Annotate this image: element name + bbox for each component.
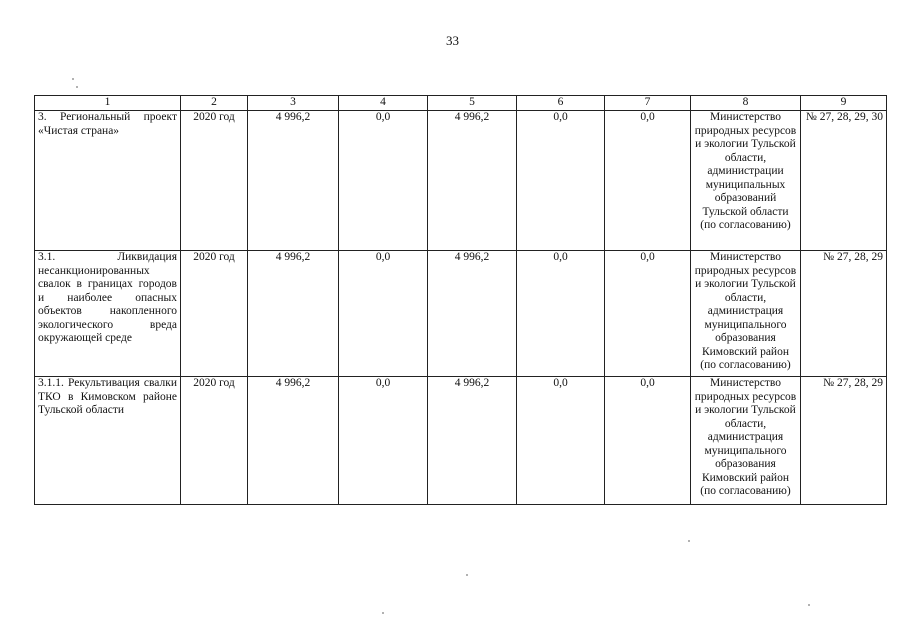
header-row [35, 96, 887, 111]
project-name-cell: 3.1.1. Рекультивация свалки ТКО в Кимовском районе Тульской области [35, 377, 181, 505]
table-row [35, 251, 887, 377]
table-row [35, 377, 887, 505]
value-cell: 4 996,2 [248, 111, 339, 251]
value-cell: 0,0 [605, 111, 691, 251]
column-header: 5 [428, 96, 517, 111]
value-cell: 0,0 [517, 251, 605, 377]
value-cell: 4 996,2 [428, 251, 517, 377]
value-cell: 4 996,2 [248, 251, 339, 377]
value-cell: 0,0 [517, 377, 605, 505]
column-header: 4 [339, 96, 428, 111]
table-row [35, 111, 887, 251]
page-number: 33 [446, 33, 459, 48]
column-header: 6 [517, 96, 605, 111]
value-cell: 0,0 [605, 251, 691, 377]
column-header: 3 [248, 96, 339, 111]
year-cell: 2020 год [181, 251, 248, 377]
scan-speck [382, 612, 384, 614]
column-header: 1 [35, 96, 181, 111]
column-header: 2 [181, 96, 248, 111]
indicator-ref-cell: № 27, 28, 29, 30 [801, 111, 887, 251]
value-cell: 0,0 [517, 111, 605, 251]
scan-speck [808, 604, 810, 606]
scan-speck [72, 78, 74, 80]
column-header: 7 [605, 96, 691, 111]
scan-speck [688, 540, 690, 542]
responsible-org-cell: Министерство природных ресурсов и экологии Тульской области, администрации муниципальных образований Тульской области (по согласованию) [691, 111, 801, 251]
project-name-cell: 3.1. Ликвидация несанкционированных свалок в границах городов и наиболее опасных объектов накопленного экологического вреда окружающей среде [35, 251, 181, 377]
scan-speck [76, 86, 78, 88]
scan-speck [466, 574, 468, 576]
value-cell: 4 996,2 [248, 377, 339, 505]
project-name-cell: 3. Региональный проект «Чистая страна» [35, 111, 181, 251]
responsible-org-cell: Министерство природных ресурсов и экологии Тульской области, администрация муниципального образования Кимовский район (по согласованию) [691, 377, 801, 505]
column-header: 9 [801, 96, 887, 111]
value-cell: 0,0 [339, 377, 428, 505]
value-cell: 0,0 [339, 251, 428, 377]
indicator-ref-cell: № 27, 28, 29 [801, 377, 887, 505]
value-cell: 0,0 [605, 377, 691, 505]
indicator-ref-cell: № 27, 28, 29 [801, 251, 887, 377]
responsible-org-cell: Министерство природных ресурсов и экологии Тульской области, администрация муниципального образования Кимовский район (по согласованию) [691, 251, 801, 377]
value-cell: 4 996,2 [428, 111, 517, 251]
value-cell: 0,0 [339, 111, 428, 251]
column-header: 8 [691, 96, 801, 111]
program-table [34, 95, 887, 505]
value-cell: 4 996,2 [428, 377, 517, 505]
year-cell: 2020 год [181, 111, 248, 251]
year-cell: 2020 год [181, 377, 248, 505]
